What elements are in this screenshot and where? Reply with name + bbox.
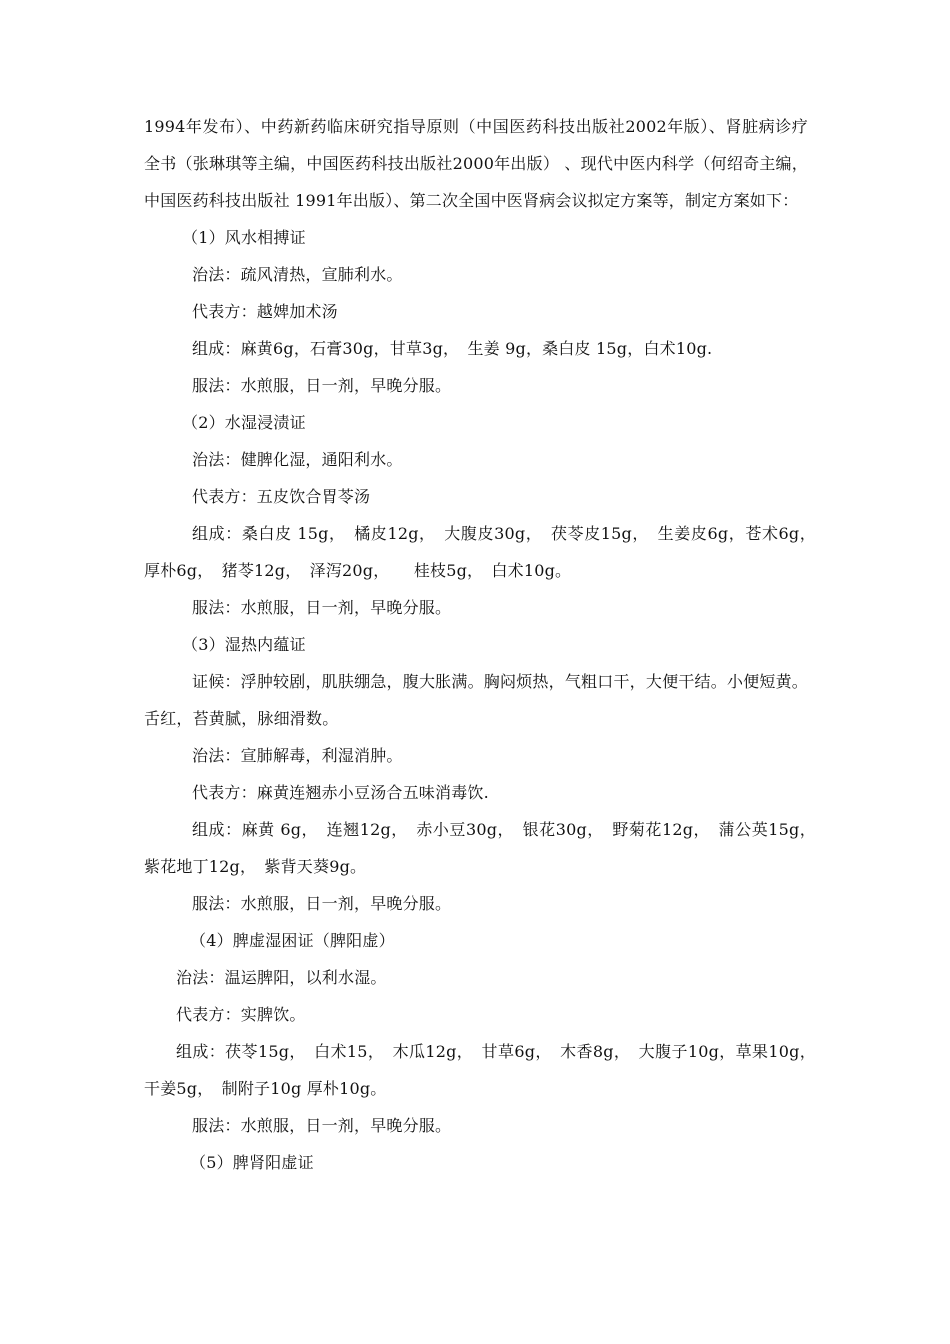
section-4-administration: 服法：水煎服，日一剂，早晚分服。	[192, 1116, 452, 1135]
section-1-composition: 组成：麻黄6g，石膏30g，甘草3g， 生姜 9g，桑白皮 15g，白术10g.	[192, 339, 713, 358]
section-2-composition: 组成：桑白皮 15g， 橘皮12g， 大腹皮30g， 茯苓皮15g， 生姜皮6g，苍术6g， 厚朴6g， 猪苓12g， 泽泻20g， 桂枝5g， 白术10g。	[144, 524, 825, 580]
section-3-formula: 代表方：麻黄连翘赤小豆汤合五味消毒饮.	[192, 783, 489, 802]
section-2-formula: 代表方：五皮饮合胃苓汤	[192, 487, 371, 506]
section-3-title: （3）湿热内蕴证	[182, 635, 306, 654]
section-2-administration: 服法：水煎服，日一剂，早晚分服。	[192, 598, 452, 617]
section-3-treatment: 治法：宣肺解毒，利湿消肿。	[192, 746, 403, 765]
section-3-symptoms: 证候：浮肿较剧，肌肤绷急，腹大胀满。胸闷烦热，气粗口干，大便干结。小便短黄。舌红，苔黄腻，脉细滑数。	[144, 672, 808, 728]
section-1-formula: 代表方：越婢加术汤	[192, 302, 338, 321]
section-1-treatment: 治法：疏风清热，宣肺利水。	[192, 265, 403, 284]
section-1-title: （1）风水相搏证	[182, 228, 306, 247]
document-body	[144, 108, 825, 1181]
section-3-administration: 服法：水煎服，日一剂，早晚分服。	[192, 894, 452, 913]
section-1-administration: 服法：水煎服，日一剂，早晚分服。	[192, 376, 452, 395]
section-4-formula: 代表方：实脾饮。	[176, 1005, 306, 1024]
section-2-treatment: 治法：健脾化湿，通阳利水。	[192, 450, 403, 469]
section-3-composition: 组成：麻黄 6g， 连翘12g， 赤小豆30g， 银花30g， 野菊花12g， 蒲公英15g， 紫花地丁12g， 紫背天葵9g。	[144, 820, 825, 876]
section-2-title: （2）水湿浸渍证	[182, 413, 306, 432]
section-4-composition: 组成：茯苓15g， 白术15， 木瓜12g， 甘草6g， 木香8g， 大腹子10g，草果10g， 干姜5g， 制附子10g 厚朴10g。	[144, 1042, 825, 1098]
section-4-title: （4）脾虚湿困证（脾阳虚）	[190, 931, 395, 950]
section-5-title: （5）脾肾阳虚证	[190, 1153, 314, 1172]
intro-paragraph: 1994年发布）、中药新药临床研究指导原则（中国医药科技出版社2002年版）、肾脏病诊疗全书（张琳琪等主编，中国医药科技出版社2000年出版） 、现代中医内科学（何绍奇主编，中国医药科技出版社 1991年出版）、第二次全国中医肾病会议拟定方案等，制定方案如下：	[144, 117, 808, 210]
section-4-treatment: 治法：温运脾阳，以利水湿。	[176, 968, 387, 987]
